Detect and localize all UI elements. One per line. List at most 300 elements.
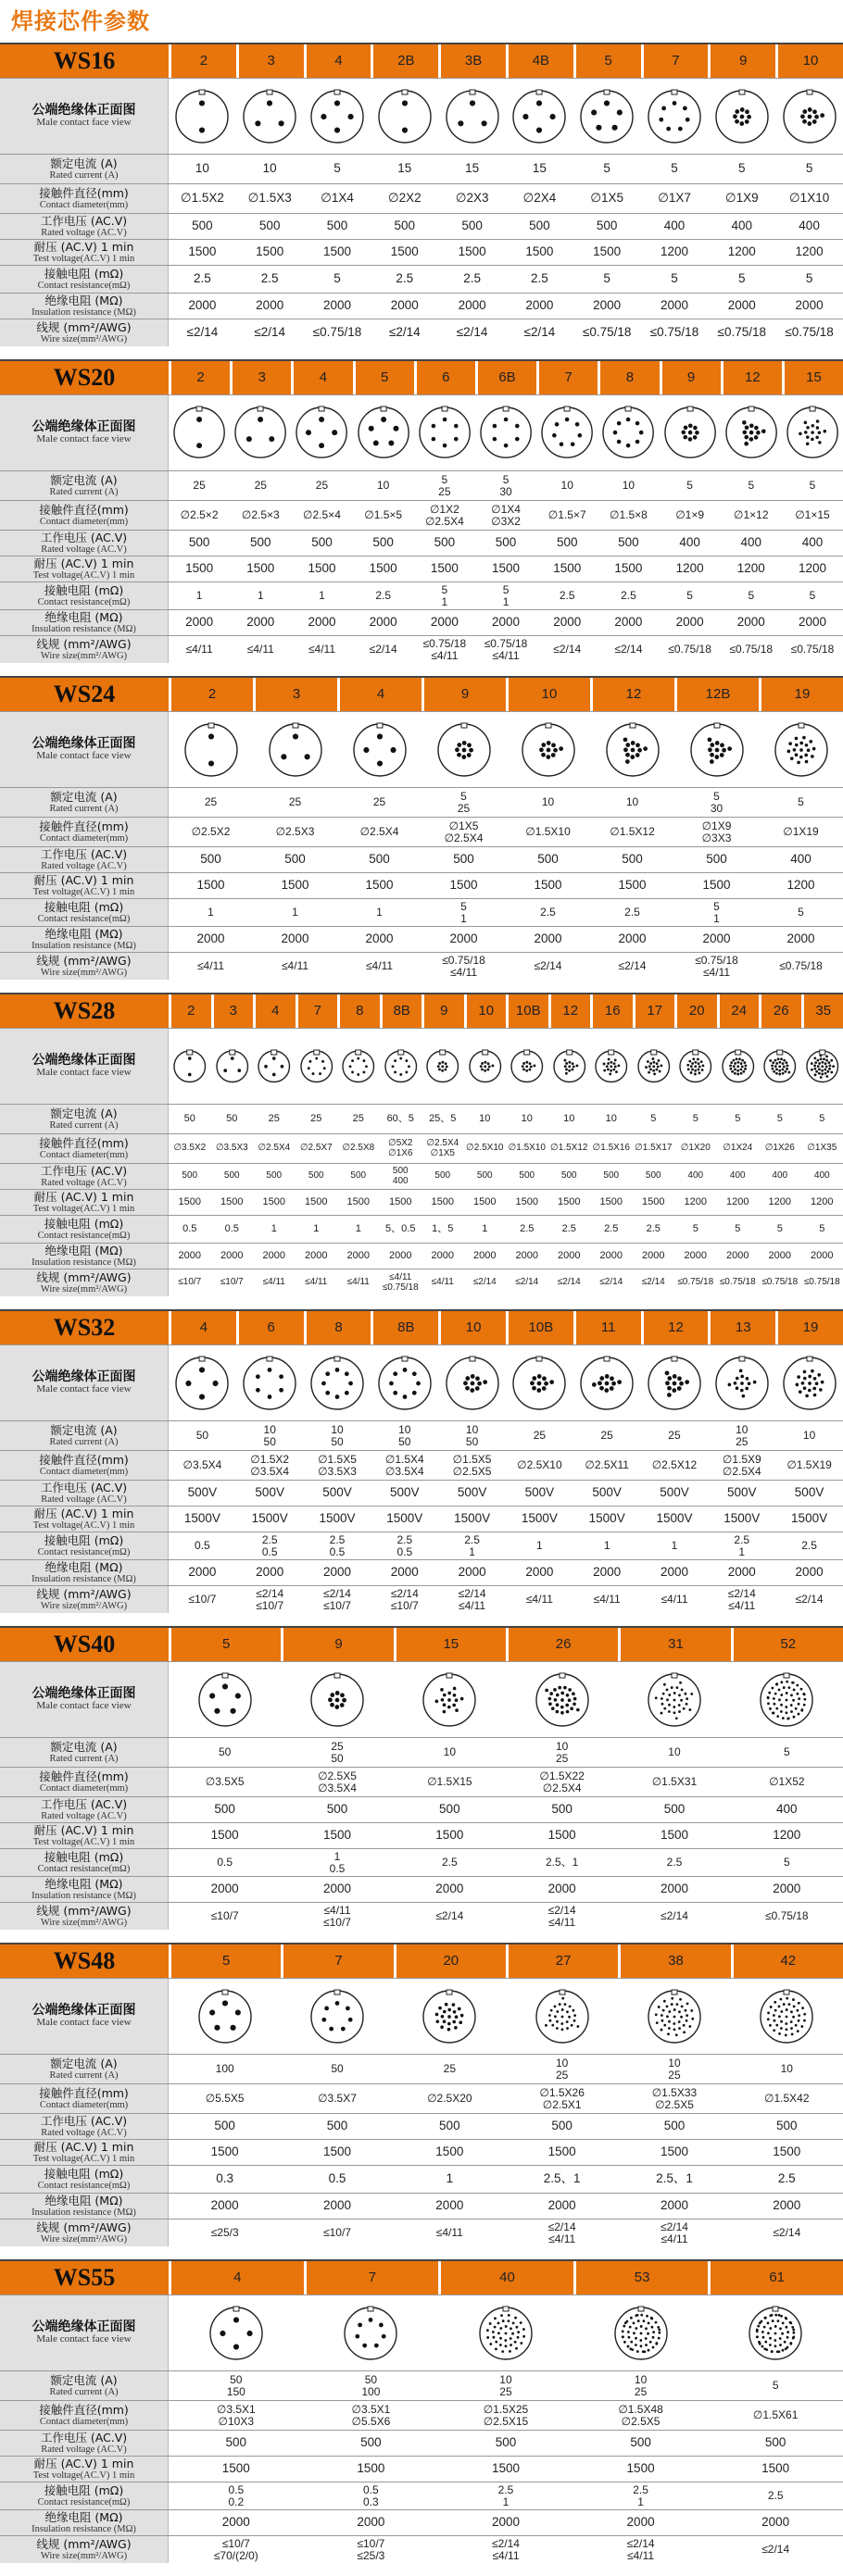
row-label-zh: 公端绝缘体正面图 — [32, 1370, 136, 1384]
contact-pin — [565, 1068, 568, 1070]
contact-pin — [572, 1065, 574, 1068]
contact-pin — [635, 421, 640, 426]
contact-pin — [667, 1376, 672, 1381]
insulator-outline — [385, 1051, 417, 1082]
row-label-en: Test voltage(AC.V) 1 min — [33, 254, 135, 264]
contact-pin — [315, 1057, 318, 1059]
contact-pin — [552, 433, 557, 438]
contact-pin — [774, 2313, 777, 2316]
spec-cell: ∅1X19 — [759, 818, 843, 846]
spec-cell: ∅2X4 — [506, 184, 573, 213]
contact-pin — [469, 747, 473, 752]
spec-cell: 500 — [573, 214, 641, 239]
contact-pin — [777, 2320, 780, 2322]
row-label-zh: 工作电压 (AC.V) — [41, 848, 127, 860]
contact-pin — [661, 2028, 663, 2031]
contact-pin — [686, 2002, 689, 2005]
contact-pin — [497, 2332, 500, 2334]
key-notch — [381, 406, 386, 411]
contact-pin — [661, 1702, 663, 1705]
contact-pin — [803, 1693, 806, 1695]
contact-pin — [548, 1702, 552, 1706]
contact-pin — [561, 1996, 564, 1999]
row-label-diameter — [0, 2084, 169, 2113]
contact-pin — [658, 1069, 661, 1072]
contact-pin — [565, 1709, 569, 1713]
contact-pin — [745, 1386, 749, 1390]
row-label-zh: 接触电阻 (mΩ) — [44, 2168, 123, 2180]
series-table[interactable] — [0, 993, 843, 1296]
contact-pin — [734, 1068, 736, 1070]
contact-pin — [661, 1711, 663, 1714]
contact-pin — [237, 1069, 241, 1072]
row-label-zh: 接触电阻 (mΩ) — [44, 2484, 123, 2496]
contact-pin — [719, 753, 723, 757]
pin-count-cell: 2 — [169, 678, 253, 711]
contact-pin — [753, 1380, 757, 1383]
contact-pin — [412, 1371, 417, 1376]
contact-pin — [747, 114, 751, 119]
contact-pin — [754, 435, 759, 440]
contact-pin — [349, 1065, 352, 1068]
row-label-zh: 绝缘电阻 (MΩ) — [44, 611, 122, 623]
contact-pin — [629, 2347, 632, 2350]
contact-pin — [657, 1059, 660, 1062]
row-label-test — [0, 873, 169, 898]
contact-pin — [767, 2332, 770, 2334]
contact-pin — [374, 2343, 379, 2347]
contact-pin — [797, 2008, 799, 2011]
contact-pin — [467, 743, 472, 747]
spec-cell: 5 — [759, 1105, 801, 1133]
key-notch — [447, 1990, 452, 1995]
contact-pin — [773, 2014, 775, 2017]
spec-row-test — [0, 1506, 843, 1532]
contact-pin — [481, 120, 486, 126]
contact-pin — [781, 2010, 784, 2013]
series-table[interactable] — [0, 676, 843, 980]
spec-cell: 5 — [304, 155, 371, 183]
contact-pin — [801, 2025, 804, 2028]
series-table[interactable] — [0, 2259, 843, 2563]
contact-pin — [780, 1997, 783, 2000]
contact-pin — [639, 431, 644, 435]
contact-pin — [436, 2020, 440, 2023]
series-table[interactable] — [0, 359, 843, 663]
spec-cell: ≤4/11 — [296, 1269, 338, 1296]
contact-pin — [446, 1065, 448, 1068]
spec-cell: 5 — [717, 1216, 760, 1243]
pin-count-cell: 8 — [337, 994, 380, 1028]
face-view-cell — [169, 712, 253, 787]
spec-cell: 2.5 1 — [573, 2482, 709, 2509]
row-label-en: Test voltage(AC.V) 1 min — [33, 2470, 135, 2481]
connector-face-diagram — [774, 722, 829, 778]
pin-count-cell: 12B — [674, 678, 759, 711]
contact-pin — [647, 2321, 649, 2324]
contact-pin — [537, 1374, 542, 1379]
contact-pin — [447, 2015, 451, 2019]
row-label-en: Insulation resistance (MΩ) — [31, 2524, 136, 2534]
contact-pin — [408, 1065, 410, 1068]
contact-pin — [455, 1698, 459, 1702]
contact-pin — [563, 1685, 567, 1689]
contact-pin — [789, 757, 793, 760]
contact-pin — [678, 2010, 681, 2013]
contact-pin — [830, 1059, 833, 1062]
spec-cell: ∅2.5×3 — [230, 501, 291, 530]
contact-pin — [671, 1686, 673, 1689]
spec-cell: ≤2/14 — [371, 319, 438, 346]
spec-cell: 500 — [169, 847, 253, 872]
spec-cell: 2000 — [801, 1244, 843, 1269]
spec-cell: 2000 — [169, 1560, 236, 1585]
insulator-outline — [354, 724, 406, 776]
spec-cell: ≤2/14 — [236, 319, 304, 346]
series-table[interactable] — [0, 1309, 843, 1613]
spec-cell: 400 — [674, 1164, 717, 1189]
row-label-current — [0, 1738, 169, 1767]
face-view-cell — [708, 2295, 843, 2370]
contact-pin — [771, 1064, 774, 1067]
contact-pin — [636, 2320, 639, 2322]
spec-cell: ∅2.5X3 — [253, 818, 337, 846]
connector-face-diagram — [468, 1049, 503, 1084]
contact-pin — [612, 124, 618, 130]
spec-cell: 50 — [169, 1738, 281, 1767]
connector-face-diagram — [647, 1356, 702, 1411]
contact-pin — [438, 1068, 441, 1070]
contact-pin — [614, 1058, 617, 1061]
spec-cell: 1500 — [353, 556, 414, 581]
spec-cell: 2.5 — [371, 266, 438, 293]
contact-pin — [785, 2347, 787, 2350]
contact-pin — [774, 2000, 777, 2003]
contact-pin — [447, 1698, 451, 1702]
row-label-en: Contact diameter(mm) — [40, 517, 128, 527]
spec-cell: 500V — [708, 1481, 775, 1506]
contact-pin — [600, 1376, 605, 1381]
contact-pin — [668, 1710, 671, 1713]
contact-pin — [811, 424, 814, 428]
pin-count-cell: 7 — [281, 1945, 393, 1978]
connector-face-diagram — [309, 89, 365, 144]
pin-count-cell: 4 — [169, 2261, 304, 2295]
row-label-en: Test voltage(AC.V) 1 min — [33, 1837, 135, 1847]
contact-pin — [656, 1065, 659, 1068]
spec-cell: 25、5 — [422, 1105, 464, 1133]
row-label-en: Male contact face view — [36, 1068, 131, 1079]
face-view-cell — [475, 395, 536, 470]
contact-pin — [393, 426, 398, 431]
contact-pin — [778, 2015, 781, 2018]
spec-cell: ∅1.5X10 — [506, 818, 590, 846]
pin-count-cell: 10B — [506, 1311, 573, 1344]
spec-row-insulation — [0, 293, 843, 319]
contact-pin — [292, 733, 297, 739]
contact-pin — [763, 2325, 766, 2328]
row-label-zh: 耐压 (AC.V) 1 min — [34, 874, 134, 886]
face-view-cell — [296, 1029, 338, 1104]
spec-cell: 400 — [775, 214, 843, 239]
spec-cell: 1200 — [801, 1190, 843, 1215]
spec-cell: ∅2.5X4 ∅1X5 — [422, 1134, 464, 1163]
series-table[interactable] — [0, 1626, 843, 1930]
spec-row-insulation — [0, 1243, 843, 1269]
contact-pin — [470, 1374, 474, 1379]
spec-cell: ≤0.75/18 — [721, 636, 782, 663]
contact-pin — [610, 1065, 612, 1068]
contact-pin — [555, 1703, 559, 1707]
spec-cell: ∅2.5X5 ∅3.5X4 — [281, 1768, 393, 1796]
contact-pin — [804, 431, 808, 435]
series-table[interactable] — [0, 43, 843, 346]
spec-cell: ∅1X35 — [801, 1134, 843, 1163]
spec-cell: ≤2/14 — [548, 1269, 591, 1296]
spec-cell: ≤2/14 — [464, 1269, 507, 1296]
row-label-zh: 接触电阻 (mΩ) — [44, 1851, 123, 1863]
spec-cell: ∅2.5X7 — [296, 1134, 338, 1163]
contact-pin — [774, 2325, 777, 2328]
spec-cell: 500 — [506, 847, 590, 872]
contact-pin — [744, 426, 749, 431]
contact-pin — [698, 1065, 701, 1068]
face-view-cell — [536, 395, 598, 470]
insulator-outline — [603, 407, 653, 457]
face-view-cell — [169, 1345, 236, 1420]
row-label-test — [0, 2140, 169, 2165]
spec-cell: 5 — [660, 471, 721, 500]
row-label-zh: 公端绝缘体正面图 — [32, 1687, 136, 1701]
face-view-cell — [717, 1029, 760, 1104]
contact-pin — [812, 1376, 816, 1380]
row-label-zh: 公端绝缘体正面图 — [32, 104, 136, 118]
row-label-en: Male contact face view — [36, 2334, 131, 2345]
contact-pin — [743, 1061, 746, 1064]
row-label-resistance — [0, 266, 169, 293]
contact-pin — [655, 2013, 658, 2016]
pin-count-cell: 5 — [169, 1945, 281, 1978]
contact-pin — [652, 2331, 655, 2333]
spec-cell: ≤0.75/18 — [674, 1269, 717, 1296]
contact-pin — [806, 436, 810, 440]
contact-pin — [778, 2032, 781, 2035]
contact-pin — [405, 1059, 408, 1062]
contact-pin — [744, 1064, 747, 1067]
spec-cell: 1200 — [674, 1190, 717, 1215]
contact-pin — [610, 1386, 614, 1391]
spec-row-wire — [0, 1585, 843, 1613]
contact-pin — [688, 2025, 691, 2028]
spec-cell: 1500 — [169, 873, 253, 898]
series-name: WS55 — [0, 2261, 169, 2295]
row-label-en: Contact resistance(mΩ) — [38, 1547, 131, 1557]
spec-row-wire — [0, 1269, 843, 1296]
row-label-zh: 公端绝缘体正面图 — [32, 1054, 136, 1068]
contact-pin — [525, 1069, 528, 1072]
row-label-zh: 工作电压 (AC.V) — [41, 215, 127, 227]
contact-pin — [347, 113, 353, 119]
contact-pin — [499, 2344, 502, 2346]
contact-pin — [560, 1691, 564, 1694]
contact-pin — [795, 1707, 798, 1709]
contact-pin — [246, 437, 252, 443]
contact-pin — [649, 1062, 652, 1065]
spec-cell: 2000 — [506, 1560, 573, 1585]
spec-cell: 25 — [253, 1105, 296, 1133]
spec-cell: 2000 — [422, 1244, 464, 1269]
spec-cell: 2000 — [633, 1244, 675, 1269]
pin-count-cell: 7 — [641, 44, 709, 78]
contact-pin — [826, 1070, 829, 1073]
pin-count-cell: 9 — [660, 361, 721, 394]
contact-pin — [509, 2349, 511, 2352]
row-label-zh: 线规 (mm²/AWG) — [36, 2538, 131, 2550]
contact-pin — [813, 1057, 816, 1059]
spec-cell: 2.5 — [598, 582, 659, 609]
contact-pin — [740, 1382, 744, 1385]
contact-pin — [545, 1688, 548, 1692]
row-label-zh: 耐压 (AC.V) 1 min — [34, 1824, 134, 1836]
spec-row-resistance — [0, 2165, 843, 2193]
spec-cell: 500 — [371, 214, 438, 239]
row-label-en: Rated current (A) — [49, 1754, 118, 1764]
contact-pin — [330, 1693, 334, 1697]
spec-cell: 2.5 0.5 — [236, 1532, 304, 1559]
contact-pin — [758, 2324, 761, 2327]
contact-pin — [832, 1065, 835, 1068]
contact-pin — [727, 746, 732, 751]
spec-cell: ≤10/7 — [169, 1903, 281, 1930]
contact-pin — [811, 1369, 814, 1372]
spec-cell: 2000 — [775, 294, 843, 319]
spec-cell: 500 — [281, 1797, 393, 1822]
contact-pin — [780, 2314, 783, 2317]
spec-cell: 2000 — [281, 1877, 393, 1902]
contact-pin — [466, 753, 471, 757]
spec-cell: ∅1.5X15 — [394, 1768, 506, 1796]
spec-row-resistance — [0, 1215, 843, 1243]
connector-face-diagram — [357, 406, 410, 459]
face-view-cell — [506, 1979, 618, 2054]
contact-pin — [486, 1068, 489, 1070]
pin-count-cell: 6 — [414, 361, 475, 394]
row-label-en: Contact diameter(mm) — [40, 2417, 128, 2427]
contact-pin — [800, 1687, 803, 1690]
contact-pin — [541, 743, 546, 747]
connector-face-diagram — [172, 406, 226, 459]
contact-pin — [690, 1065, 693, 1068]
row-label-insulation — [0, 1244, 169, 1269]
row-label-zh: 额定电流 (A) — [50, 1107, 117, 1119]
contact-pin — [613, 1062, 616, 1065]
contact-pin — [774, 2019, 776, 2021]
row-label-zh: 接触件直径(mm) — [39, 187, 129, 199]
contact-pin — [495, 2347, 497, 2350]
contact-pin — [663, 1682, 666, 1685]
contact-pin — [484, 1061, 486, 1064]
spec-cell: 400 — [717, 1164, 760, 1189]
row-label-zh: 额定电流 (A) — [50, 791, 117, 803]
contact-pin — [325, 1390, 330, 1394]
insulator-outline — [343, 1051, 374, 1082]
contact-pin — [491, 1064, 494, 1067]
face-view-cell — [438, 1345, 506, 1420]
connector-face-diagram — [422, 1989, 477, 2045]
key-notch — [625, 406, 631, 411]
contact-pin — [714, 755, 719, 759]
row-label-en: Rated current (A) — [49, 1437, 118, 1447]
row-label-wire — [0, 2536, 169, 2563]
spec-cell: ≤0.75/18 — [775, 319, 843, 346]
spec-cell: 2000 — [169, 2510, 304, 2535]
spec-cell: ∅1×9 — [660, 501, 721, 530]
insulator-outline — [311, 91, 363, 143]
contact-pin — [494, 2317, 497, 2320]
spec-cell: ∅1X4 — [304, 184, 371, 213]
pin-count-cell: 3 — [253, 678, 337, 711]
spec-cell: 2000 — [438, 2510, 573, 2535]
connector-face-diagram — [636, 1049, 672, 1084]
contact-pin — [684, 2008, 686, 2011]
spec-cell: ∅1.5X2 — [169, 184, 236, 213]
contact-pin — [560, 1705, 564, 1708]
contact-pin — [649, 1068, 652, 1070]
contact-pin — [533, 1376, 537, 1381]
series-table[interactable] — [0, 1943, 843, 2246]
contact-pin — [686, 2014, 688, 2017]
spec-cell: 2.5、1 — [618, 2166, 730, 2193]
insulator-outline — [345, 2307, 396, 2359]
face-view-cell — [801, 1029, 843, 1104]
contact-pin — [645, 2344, 648, 2346]
spec-cell: 500 — [169, 2114, 281, 2139]
face-view-cell — [211, 1029, 254, 1104]
series-header — [0, 1943, 843, 1978]
contact-pin — [647, 2348, 649, 2351]
spec-cell: 5 1 — [475, 582, 536, 609]
row-label-zh: 公端绝缘体正面图 — [32, 2320, 136, 2334]
contact-pin — [529, 1062, 532, 1065]
spec-cell: 1500 — [380, 1190, 422, 1215]
row-label-wire — [0, 953, 169, 980]
contact-pin — [775, 1072, 778, 1075]
contact-pin — [821, 1072, 824, 1075]
connector-face-diagram — [510, 1049, 545, 1084]
face-view-cell — [394, 1979, 506, 2054]
contact-pin — [542, 1386, 547, 1391]
spec-cell: ≤2/14 — [506, 953, 590, 980]
connector-face-diagram — [759, 1672, 814, 1728]
contact-pin — [340, 1693, 345, 1697]
contact-pin — [487, 1065, 490, 1068]
contact-pin — [817, 1373, 821, 1377]
contact-pin — [769, 2023, 772, 2026]
row-label-test — [0, 1507, 169, 1532]
pin-count-cell: 2 — [169, 994, 211, 1028]
contact-pin — [790, 2342, 793, 2345]
row-label-zh: 接触电阻 (mΩ) — [44, 1218, 123, 1230]
contact-pin — [764, 2316, 767, 2319]
contact-pin — [453, 2020, 457, 2023]
contact-pin — [675, 2003, 678, 2006]
face-view-cell — [438, 2295, 573, 2370]
contact-pin — [651, 2345, 654, 2348]
spec-cell: 500 — [438, 2431, 573, 2456]
row-label-insulation — [0, 927, 169, 952]
contact-pin — [330, 1702, 334, 1707]
contact-pin — [256, 1374, 260, 1379]
